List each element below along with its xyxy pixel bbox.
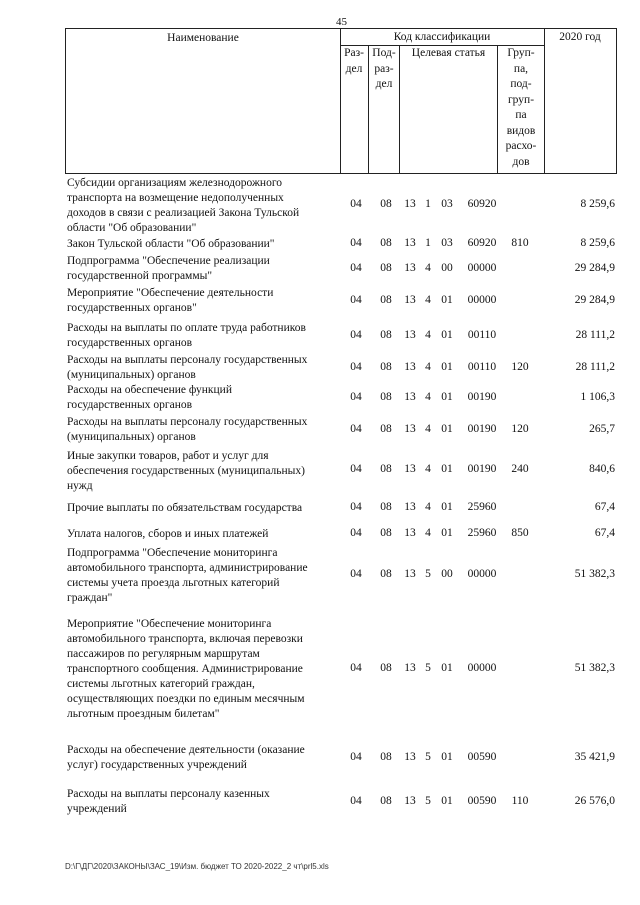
cell-program: 13 [404,294,416,306]
row-name [67,286,339,316]
row-name-line: (муниципальных) органов [67,431,196,443]
cell-event: 01 [441,391,453,403]
row-name-line: Мероприятие "Обеспечение деятельности [67,287,274,299]
cell-podrazdel: 08 [380,361,392,373]
cell-amount: 28 111,2 [575,361,615,373]
row-name [67,617,339,722]
row-name [67,787,339,817]
row-name-line: льготным проездным билетам" [67,708,220,720]
cell-event: 01 [441,294,453,306]
cell-razdel: 04 [350,262,362,274]
cell-subprogram: 4 [425,527,431,539]
cell-program: 13 [404,237,416,249]
header-grupa-line: под- [510,78,532,90]
row-name-line: услуг) государственных учреждений [67,759,247,771]
row-name [67,546,339,606]
cell-event: 01 [441,329,453,341]
cell-event: 01 [441,527,453,539]
cell-razdel: 04 [350,795,362,807]
row-name-line: пассажиров по регулярным маршрутам [67,648,260,660]
header-grupa-line: дов [512,155,530,168]
row-name-line: Подпрограмма "Обеспечение реализации [67,255,270,267]
cell-direction: 00000 [467,662,497,674]
cell-program: 13 [404,262,416,274]
cell-vid-rashodov: 110 [511,795,529,807]
row-name-line: доходов в связи с реализацией Закона Тульской [67,207,300,219]
cell-amount: 8 259,6 [580,198,615,210]
row-name-line: транспорта на возмещение недополученных [67,192,284,204]
row-name-line: Расходы на выплаты персоналу казенных [67,788,270,800]
cell-program: 13 [404,361,416,373]
cell-podrazdel: 08 [380,662,392,674]
cell-razdel: 04 [350,527,362,539]
row-name-line: государственной программы" [67,270,213,282]
cell-program: 13 [404,795,416,807]
header-podrazdel-line: раз- [374,62,394,75]
header-grupa-line: груп- [507,93,535,106]
cell-subprogram: 1 [425,237,431,249]
row-name-line: (муниципальных) органов [67,369,196,381]
cell-amount: 51 382,3 [574,662,615,674]
cell-program: 13 [404,662,416,674]
cell-direction: 00110 [467,329,497,341]
cell-podrazdel: 08 [380,198,392,210]
cell-razdel: 04 [350,198,362,210]
header-name: Наименование [66,29,341,173]
row-name-line: Расходы на выплаты персоналу государственных [67,354,308,366]
cell-direction: 00590 [467,751,497,763]
row-name-line: Расходы на обеспечение функций [67,384,232,396]
cell-vid-rashodov: 120 [511,361,529,373]
header-podrazdel [369,46,400,173]
header-podrazdel-line: дел [375,78,393,90]
row-name [67,743,339,773]
cell-event: 01 [441,795,453,807]
cell-razdel: 04 [350,501,362,513]
row-name-line: учреждений [67,803,127,815]
cell-amount: 67,4 [594,527,615,539]
cell-direction: 00000 [467,294,497,306]
row-name-line: системы льготных категорий граждан, [67,678,255,690]
row-name-line: Расходы на выплаты персоналу государственных [67,416,308,428]
cell-podrazdel: 08 [380,527,392,539]
cell-program: 13 [404,463,416,475]
cell-podrazdel: 08 [380,329,392,341]
page-number: 45 [336,16,347,28]
cell-amount: 67,4 [594,501,615,513]
row-name-line: системы учета проезда льготных категорий [67,577,280,589]
row-name [67,501,339,516]
file-path-footer: D:\Г\ДГ\2020\ЗАКОНЫ\ЗАС_19\Изм. бюджет ТО 2020-2022_2 чт\prl5.xls [65,862,329,871]
cell-razdel: 04 [350,329,362,341]
cell-podrazdel: 08 [380,568,392,580]
header-podrazdel-line: Под- [372,47,396,59]
row-name-line: области "Об образовании" [67,222,197,234]
cell-subprogram: 1 [425,198,431,210]
row-name [67,321,339,351]
cell-subprogram: 4 [425,501,431,513]
cell-podrazdel: 08 [380,391,392,403]
row-name-line: Закон Тульской области "Об образовании" [67,238,275,250]
row-name-line: государственных органов" [67,302,197,314]
cell-podrazdel: 08 [380,262,392,274]
row-name [67,449,339,494]
header-razdel-line: дел [345,62,363,75]
cell-subprogram: 4 [425,423,431,435]
cell-razdel: 04 [350,237,362,249]
header-razdel [340,46,369,173]
table-header [65,28,617,174]
cell-event: 03 [441,237,453,249]
cell-direction: 00000 [467,568,497,580]
header-grupa-line: расхо- [505,140,537,152]
row-name-line: автомобильного транспорта, включая перевозки [67,633,303,645]
row-name-line: осуществляющих поездки по единым месячным [67,693,305,705]
cell-direction: 00590 [467,795,497,807]
row-name-line: Субсидии организациям железнодорожного [67,177,282,189]
row-name [67,237,339,252]
cell-subprogram: 4 [425,391,431,403]
row-name-line: Мероприятие "Обеспечение мониторинга [67,618,272,630]
header-grupa-line: Груп- [507,47,535,59]
header-year: 2020 год [559,31,601,43]
cell-vid-rashodov: 810 [511,237,529,249]
cell-razdel: 04 [350,662,362,674]
row-name [67,415,339,445]
row-name-line: Подпрограмма "Обеспечение мониторинга [67,547,278,559]
cell-subprogram: 5 [425,751,431,763]
cell-podrazdel: 08 [380,463,392,475]
cell-amount: 29 284,9 [574,294,615,306]
cell-event: 03 [441,198,453,210]
header-code-group: Код классификации [340,29,545,46]
row-name-line: транспортного сообщения. Администрирование [67,663,303,675]
cell-vid-rashodov: 120 [511,423,529,435]
cell-amount: 840,6 [589,463,615,475]
cell-program: 13 [404,527,416,539]
cell-razdel: 04 [350,568,362,580]
row-name-line: автомобильного транспорта, администрирование [67,562,308,574]
cell-amount: 28 111,2 [575,329,615,341]
cell-razdel: 04 [350,423,362,435]
cell-program: 13 [404,329,416,341]
cell-podrazdel: 08 [380,423,392,435]
cell-program: 13 [404,391,416,403]
row-name [67,383,339,413]
cell-program: 13 [404,568,416,580]
cell-event: 01 [441,662,453,674]
cell-razdel: 04 [350,294,362,306]
row-name-line: обеспечения государственных (муниципальных) [67,465,305,477]
cell-amount: 8 259,6 [580,237,615,249]
cell-podrazdel: 08 [380,795,392,807]
cell-podrazdel: 08 [380,237,392,249]
cell-subprogram: 4 [425,262,431,274]
cell-amount: 265,7 [589,423,615,435]
cell-direction: 60920 [467,198,497,210]
cell-event: 01 [441,463,453,475]
header-grupa [498,46,545,173]
row-name [67,353,339,383]
row-name-line: граждан" [67,592,113,604]
row-name-line: Прочие выплаты по обязательствам государства [67,502,303,514]
cell-podrazdel: 08 [380,294,392,306]
cell-event: 00 [441,262,453,274]
row-name-line: Уплата налогов, сборов и иных платежей [67,528,269,540]
cell-program: 13 [404,751,416,763]
cell-direction: 00000 [467,262,497,274]
row-name [67,527,339,542]
cell-podrazdel: 08 [380,751,392,763]
cell-amount: 1 106,3 [580,391,615,403]
header-celevaya: Целевая статья [400,46,498,173]
cell-subprogram: 4 [425,361,431,373]
cell-subprogram: 5 [425,662,431,674]
header-grupa-line: видов [506,124,536,137]
cell-amount: 51 382,3 [574,568,615,580]
cell-direction: 00110 [467,361,497,373]
row-name-line: государственных органов [67,337,193,349]
cell-direction: 25960 [467,527,497,539]
cell-direction: 00190 [467,463,497,475]
cell-podrazdel: 08 [380,501,392,513]
cell-vid-rashodov: 850 [511,527,529,539]
cell-direction: 00190 [467,423,497,435]
cell-program: 13 [404,501,416,513]
header-grupa-line: па [515,109,527,121]
row-name-line: Расходы на обеспечение деятельности (оказание [67,744,305,756]
cell-subprogram: 5 [425,795,431,807]
cell-event: 01 [441,361,453,373]
cell-razdel: 04 [350,391,362,403]
cell-amount: 29 284,9 [574,262,615,274]
cell-razdel: 04 [350,463,362,475]
row-name [67,254,339,284]
header-razdel-line: Раз- [344,47,364,59]
row-name-line: Расходы на выплаты по оплате труда работников [67,322,306,334]
cell-subprogram: 4 [425,294,431,306]
cell-program: 13 [404,198,416,210]
cell-event: 01 [441,501,453,513]
cell-program: 13 [404,423,416,435]
cell-vid-rashodov: 240 [511,463,529,475]
header-grupa-line: па, [513,62,529,75]
cell-event: 00 [441,568,453,580]
row-name-line: нужд [67,480,93,492]
cell-amount: 35 421,9 [574,751,615,763]
cell-amount: 26 576,0 [574,795,615,807]
cell-subprogram: 5 [425,568,431,580]
cell-direction: 00190 [467,391,497,403]
cell-subprogram: 4 [425,329,431,341]
cell-event: 01 [441,751,453,763]
cell-direction: 60920 [467,237,497,249]
row-name-line: государственных органов [67,399,193,411]
cell-razdel: 04 [350,361,362,373]
cell-event: 01 [441,423,453,435]
cell-direction: 25960 [467,501,497,513]
cell-subprogram: 4 [425,463,431,475]
row-name-line: Иные закупки товаров, работ и услуг для [67,450,269,462]
row-name [67,176,339,236]
cell-razdel: 04 [350,751,362,763]
